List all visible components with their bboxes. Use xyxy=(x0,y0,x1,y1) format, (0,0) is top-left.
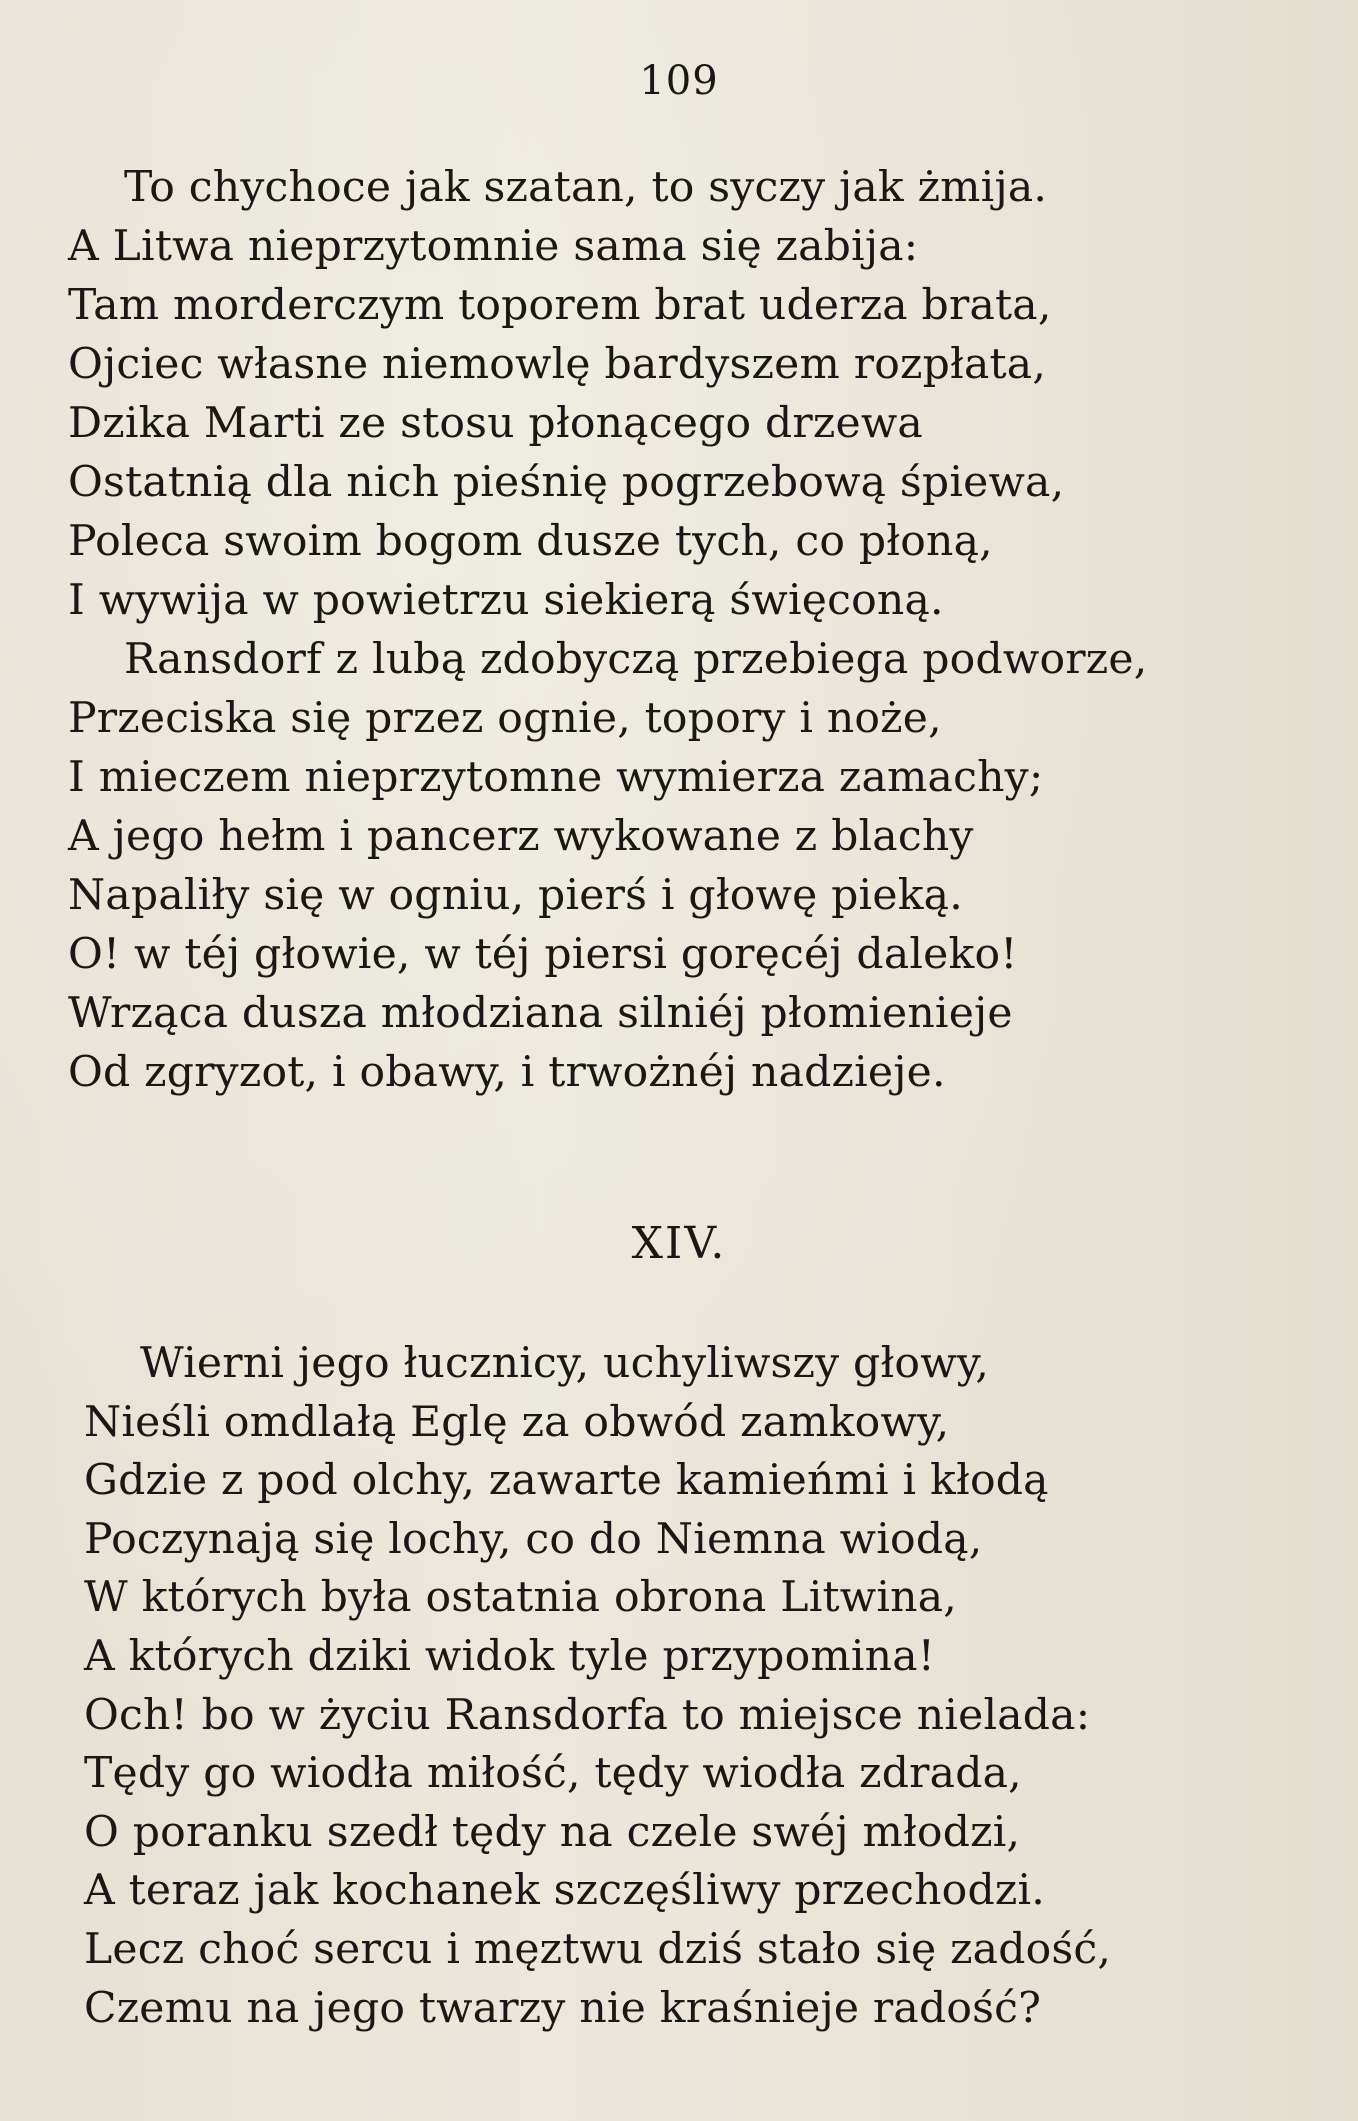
verse-line: A Litwa nieprzytomnie sama się zabija: xyxy=(68,222,919,271)
verse-line: Napaliły się w ogniu, pierś i głowę pieką. xyxy=(68,871,963,920)
verse-line: I mieczem nieprzytomne wymierza zamachy; xyxy=(68,753,1044,802)
verse-line: O! w téj głowie, w téj piersi goręcéj daleko! xyxy=(68,930,1018,979)
verse-line: A teraz jak kochanek szczęśliwy przechodzi. xyxy=(84,1866,1045,1916)
verse-line: A jego hełm i pancerz wykowane z blachy xyxy=(68,812,974,861)
verse-line: To chychoce jak szatan, to syczy jak żmija. xyxy=(124,163,1048,212)
verse-line: Ojciec własne niemowlę bardyszem rozpłata, xyxy=(68,340,1047,389)
verse-line: Tędy go wiodła miłość, tędy wiodła zdrada, xyxy=(84,1749,1022,1799)
verse-line: A których dziki widok tyle przypomina! xyxy=(84,1631,936,1681)
verse-line: Dzika Marti ze stosu płonącego drzewa xyxy=(68,399,923,448)
verse-line: Poleca swoim bogom dusze tych, co płoną, xyxy=(68,517,993,566)
verse-line: Poczynają się lochy, co do Niemna wiodą, xyxy=(84,1514,983,1564)
verse-line: Nieśli omdlałą Eglę za obwód zamkowy, xyxy=(84,1397,950,1447)
stanza-1 xyxy=(68,158,1147,1102)
verse-line: Od zgryzot, i obawy, i trwożnéj nadzieje. xyxy=(68,1048,946,1097)
verse-line: Gdzie z pod olchy, zawarte kamieńmi i kłodą xyxy=(84,1456,1049,1506)
verse-line: W których była ostatnia obrona Litwina, xyxy=(84,1573,957,1623)
verse-line: Przeciska się przez ognie, topory i noże, xyxy=(68,694,942,743)
section-heading: XIV. xyxy=(631,1218,727,1269)
verse-line: O poranku szedł tędy na czele swéj młodzi, xyxy=(84,1807,1021,1857)
verse-line: Tam morderczym toporem brat uderza brata, xyxy=(68,281,1052,330)
verse-line: Czemu na jego twarzy nie kraśnieje radość? xyxy=(84,1983,1042,2033)
verse-line: Wrząca dusza młodziana silniéj płomienieje xyxy=(68,989,1013,1038)
verse-line: Wierni jego łucznicy, uchyliwszy głowy, xyxy=(140,1339,990,1388)
verse-line: Och! bo w życiu Ransdorfa to miejsce nielada: xyxy=(84,1690,1091,1740)
verse-line: Ransdorf z lubą zdobyczą przebiega podworze, xyxy=(124,635,1148,684)
stanza-2 xyxy=(84,1335,1111,2038)
verse-line: Lecz choć sercu i męztwu dziś stało się zadość, xyxy=(84,1924,1112,1974)
verse-line: Ostatnią dla nich pieśnię pogrzebową śpiewa, xyxy=(68,458,1065,507)
page-number: 109 xyxy=(639,58,719,104)
verse-line: I wywija w powietrzu siekierą święconą. xyxy=(68,576,944,625)
